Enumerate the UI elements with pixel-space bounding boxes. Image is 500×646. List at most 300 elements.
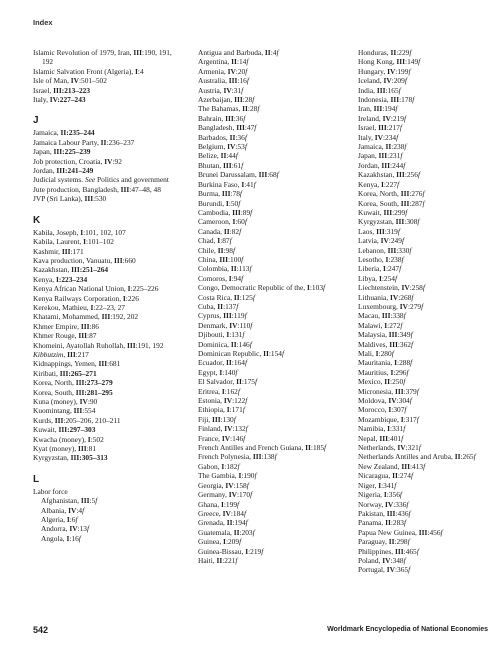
index-entry [198,227,336,236]
entry-text: f [422,283,425,293]
entry-text: Kidnappings, Yemen, [33,359,99,369]
entry-text: :113 [236,264,250,274]
entry-text: IV [227,66,236,76]
entry-text: Khmer Empire, [33,321,81,331]
index-entry [198,57,336,66]
entry-text: f [421,301,424,311]
entry-text: :225–226 [130,284,159,294]
entry-text: f [236,301,239,311]
entry-text: :231 [387,151,401,161]
entry-text: III [120,184,130,194]
entry-text: Jute production, Bangladesh, [33,184,121,194]
entry-text: f [244,217,247,227]
index-entry [33,359,173,368]
index-entry [198,302,336,311]
index-entry [358,434,488,443]
index-entry [198,48,336,57]
entry-text: Macau, [358,311,382,321]
entry-text: II [230,264,237,274]
entry-text: f [238,198,241,208]
entry-text: :274 [397,471,411,481]
entry-text: Kabila, Joseph, [33,227,81,237]
entry-text: IV [229,320,238,330]
entry-text: I [383,264,386,274]
entry-text: f [87,524,90,534]
entry-text: Chile, [198,245,218,255]
index-entry [358,293,488,302]
entry-text: Honduras, [358,48,391,57]
entry-text: f [409,245,412,255]
letter-heading: J [33,115,39,127]
entry-text: II:235–244 [60,128,95,138]
entry-text: Ecuador, [198,358,227,368]
entry-text: I [385,254,389,264]
entry-text: :146 [236,339,250,349]
entry-text: :338 [390,311,404,321]
entry-text: III:265–271 [59,368,97,378]
index-entry [33,416,173,425]
entry-text: IV [399,301,408,311]
entry-text: :280 [378,349,392,358]
entry-text: Kabila, Laurent, [33,237,84,247]
index-entry [198,208,336,217]
entry-text: :101–102 [85,237,114,247]
entry-text: Mexico, [358,377,385,387]
index-entry [198,405,336,414]
index-entry [33,284,173,293]
entry-text: f [404,142,407,152]
entry-text: f [397,179,400,189]
index-entry [358,114,488,123]
entry-text: Kenya Railways Corporation, [33,293,123,303]
index-entry [33,425,173,434]
entry-text: f [250,207,253,217]
entry-text: :229 [396,48,410,57]
index-entry [358,151,488,160]
entry-text: III [232,207,241,217]
entry-text: Namibia, [358,424,388,434]
entry-text: f [409,396,412,406]
entry-text: Lebanon, [358,245,388,255]
index-entry [358,340,488,349]
index-entry [33,128,173,137]
entry-text: f [244,142,247,152]
entry-text: f [404,405,407,415]
entry-text: f [417,217,420,227]
index-entry [198,340,336,349]
entry-text: :16 [69,533,79,543]
entry-text: :13 [77,524,87,534]
index-entry [358,462,488,471]
entry-text: III:273–279 [75,378,113,388]
entry-text: f [416,386,419,396]
entry-text: f [237,499,240,509]
entry-text: Costa Rica, [198,292,234,302]
entry-text: III [61,246,71,256]
entry-text: Kuomintang, [33,406,74,416]
entry-text: f [401,433,404,443]
entry-text: Mozambique, [358,414,401,424]
entry-text: f [401,236,404,246]
entry-text: I [228,273,232,283]
section-gap [33,204,173,213]
index-entry [358,208,488,217]
entry-text: Khomeini, Ayatollah Ruhollah, [33,340,127,350]
entry-text: Netherlands Antilles and Aruba, [358,452,455,462]
entry-text: :341 [381,480,395,490]
entry-text: f [401,254,404,264]
entry-text: :122 [232,396,246,406]
entry-text: I [217,236,221,246]
entry-text: II [390,48,397,57]
entry-text: I [384,320,388,330]
entry-text: Belize, [198,151,221,161]
entry-text: III [80,321,90,331]
entry-text: f [239,537,242,547]
entry-text: IV [385,499,394,509]
entry-text: f [243,433,246,443]
entry-text: f [246,480,249,490]
index-entry [33,166,173,175]
entry-text: Israel, [33,85,54,95]
entry-text: Mali, [358,349,376,358]
index-entry [358,387,488,396]
entry-text: Argentina, [198,57,232,67]
entry-text: IV [70,76,79,86]
entry-text: :283 [390,518,404,528]
index-entry [198,86,336,95]
entry-text: III [78,331,88,341]
entry-text: :379 [403,386,417,396]
entry-text: II [233,292,240,302]
entry-text: Indonesia, [358,95,391,105]
entry-text: IV [79,397,88,406]
entry-text: :190 [241,471,255,481]
entry-text: Niger, [358,480,379,490]
entry-text: Job protection, Croatia, [33,156,105,166]
entry-text: f [242,330,245,340]
entry-text: III:251–264 [71,265,109,275]
entry-text: Israel, [358,123,379,133]
entry-text: Dominican Republic, [198,349,264,358]
entry-text: :219 [248,546,262,556]
entry-text: f [244,132,247,142]
entry-text: :234 [382,132,397,142]
entry-text: f [261,546,264,556]
entry-text: f [399,490,402,500]
entry-text: f [244,311,247,321]
entry-text: :298 [394,537,408,547]
entry-text: f [241,85,244,95]
index-entry [33,388,173,397]
entry-text: Estonia, [198,396,224,406]
index-entry [358,443,488,452]
entry-text: :190, 191, 192 [42,48,172,67]
entry-text: :81 [86,444,97,454]
index-column-2 [198,48,336,565]
entry-text: :89 [240,207,251,217]
entry-text: III [67,349,76,359]
index-entry [358,76,488,85]
entry-text: f [254,471,257,481]
index-entry [33,194,173,203]
entry-text: Papua New Guinea, [358,527,419,537]
entry-text: Algeria, [41,515,67,525]
entry-text: II [385,518,391,528]
entry-text: I [219,367,223,377]
entry-text: III [395,217,405,227]
entry-text: III [379,433,388,443]
entry-text: Kiribati, [33,368,60,378]
entry-text: f [250,320,253,330]
entry-text: :154 [268,349,282,358]
index-entry [198,518,336,527]
entry-text: II [220,151,227,161]
entry-text: :191, 192 [135,340,164,350]
entry-text: f [395,104,398,114]
entry-text: :256 [404,170,418,180]
entry-text: :319 [384,226,398,236]
entry-text: III [383,207,393,217]
entry-text: :227 [383,179,398,189]
entry-text: Micronesia, [358,386,395,396]
entry-text: :6 [69,515,76,525]
entry-text: :336 [393,499,407,509]
index-entry [198,471,336,480]
entry-text: Labor force [33,486,68,496]
entry-text: I [223,537,226,547]
entry-text: f [255,377,258,387]
entry-text: f [410,330,413,340]
entry-text: II [100,137,107,147]
entry-text: India, [358,85,377,95]
entry-text: Portugal, [358,565,387,575]
index-entry [198,161,336,170]
entry-text: :4 [76,505,83,515]
entry-text: El Salvador, [198,377,237,387]
index-entry [198,387,336,396]
entry-text: f [406,367,409,377]
entry-text: :249 [388,236,402,246]
index-entry [33,397,173,406]
entry-text: f [241,254,244,264]
entry-text: II [454,452,461,462]
entry-text: IV [387,66,396,76]
entry-text: II [242,104,248,114]
entry-text: Guatemala, [198,527,234,537]
entry-text: :401 [387,433,402,443]
entry-text: :356 [386,490,400,500]
entry-text: III:297–303 [58,425,96,435]
entry-text: III:241–249 [56,166,94,176]
entry-text: :100 [228,254,242,264]
entry-text: Kazakhstan, [33,265,72,275]
index-entry [358,246,488,255]
entry-text: IV [382,555,391,565]
index-entry [358,547,488,556]
entry-text: f [276,48,279,57]
entry-text: :53 [235,142,245,152]
entry-text: f [241,273,244,283]
entry-text: f [235,367,238,377]
entry-text: :125 [239,292,253,302]
entry-text: :331 [390,424,404,434]
entry-text: Austria, [198,85,224,95]
entry-text: III [98,359,108,369]
entry-text: :119 [231,311,245,321]
entry-text: :317 [403,414,417,424]
index-entry [358,217,488,226]
index-entry [198,76,336,85]
entry-text: :98 [223,245,233,255]
entry-text: Kuna (money), [33,397,80,406]
entry-text: f [404,518,407,528]
entry-text: Australia, [198,76,229,86]
entry-text: Bangladesh, [198,123,237,133]
entry-text: Jamaica, [358,142,386,152]
entry-text: I [388,405,392,415]
index-entry [358,321,488,330]
index-entry [198,133,336,142]
entry-text: Greece, [198,508,223,518]
entry-text: Kurds, [33,415,55,425]
entry-text: :60 [235,217,245,227]
entry-text: :502 [90,434,104,444]
entry-text: f [409,48,412,57]
index-entry [33,48,173,67]
entry-text: f [239,226,242,236]
entry-text: f [400,320,403,330]
index-entry [198,462,336,471]
index-entry [358,255,488,264]
index-entry [358,349,488,358]
entry-text: III [396,170,405,180]
entry-text: :265 [460,452,474,462]
entry-text: f [422,198,425,208]
index-entry [358,180,488,189]
index-entry [33,369,173,378]
entry-text: :258 [409,283,423,293]
entry-text: Nigeria, [358,490,384,500]
index-entry [358,67,488,76]
entry-text: :194 [232,518,246,528]
index-entry [358,123,488,132]
entry-text: Kibbutzim [33,349,64,359]
index-entry [198,170,336,179]
index-entry [198,481,336,490]
entry-text: :87 [220,236,230,246]
entry-text: I [383,490,387,500]
index-entry [33,331,173,340]
entry-text: f [82,505,85,515]
entry-text: II [233,527,240,537]
index-entry [358,302,488,311]
index-entry [358,490,488,499]
index-entry [358,556,488,565]
entry-text: :86 [89,321,99,331]
entry-text: :16 [237,76,247,86]
entry-text: f [406,499,409,509]
entry-text: :92 [112,156,122,166]
entry-text: III [387,245,397,255]
entry-text: :238 [388,254,402,264]
entry-text: IV [390,292,399,302]
entry-text: f [246,76,249,86]
entry-text: IV [383,76,392,86]
entry-text: f [394,480,397,490]
entry-text: I:223–234 [55,274,88,284]
index-entry [198,142,336,151]
entry-text: f [408,508,411,518]
index-entry [358,528,488,537]
entry-text: Cuba, [198,301,218,311]
entry-text: :94 [231,273,242,283]
entry-text: Andorra, [41,524,70,534]
entry-text: III:213–223 [53,85,91,95]
entry-text: III:305–313 [70,453,108,463]
entry-text: Mauritius, [358,367,391,377]
entry-text: :413 [409,461,424,471]
index-entry [198,311,336,320]
entry-text: :170 [236,490,251,500]
index-entry [33,86,173,95]
entry-text: :68 [267,170,277,180]
entry-text: Kyrgyzstan, [33,453,71,463]
entry-text: :36 [233,113,244,123]
entry-text: III [133,48,143,57]
entry-text: :103 [309,283,324,293]
index-entry [198,509,336,518]
entry-text: III [221,189,231,199]
entry-text: Mauritania, [358,358,395,368]
entry-text: III [381,311,391,321]
entry-text: Afghanistan, [41,496,81,506]
entry-text: :279 [407,301,422,311]
index-entry [33,303,173,312]
book-title: Worldmark Encyclopedia of National Economies [327,626,488,633]
entry-text: Guinea, [198,537,224,547]
entry-text: III [258,170,268,180]
entry-text: Ireland, [358,113,383,123]
entry-text: IV [223,85,232,95]
entry-text: Dominica, [198,339,231,349]
entry-text: :307 [391,405,405,415]
entry-text: III [381,160,391,170]
entry-text: f [403,555,406,565]
index-entry [33,256,173,265]
entry-text: I [226,330,230,340]
index-entry [198,236,336,245]
entry-text: Kenya African National Union, [33,284,128,294]
entry-text: f [398,85,401,95]
entry-text: Burundi, [198,198,226,208]
entry-text: I [80,227,84,237]
entry-text: II [216,555,223,565]
entry-text: :501–502 [78,76,107,86]
index-entry [358,133,488,142]
entry-text: f [394,273,398,283]
entry-text: f [237,386,240,396]
index-entry [33,157,173,166]
entry-text: IV [221,433,231,443]
entry-text: Albania, [41,505,69,515]
entry-text: III [77,444,87,454]
entry-text: IV [380,236,389,246]
entry-text: Kava production, Vanuatu, [33,255,114,265]
index-entry [198,349,336,358]
entry-text: IV [222,508,231,518]
entry-text: Nepal, [358,433,380,443]
